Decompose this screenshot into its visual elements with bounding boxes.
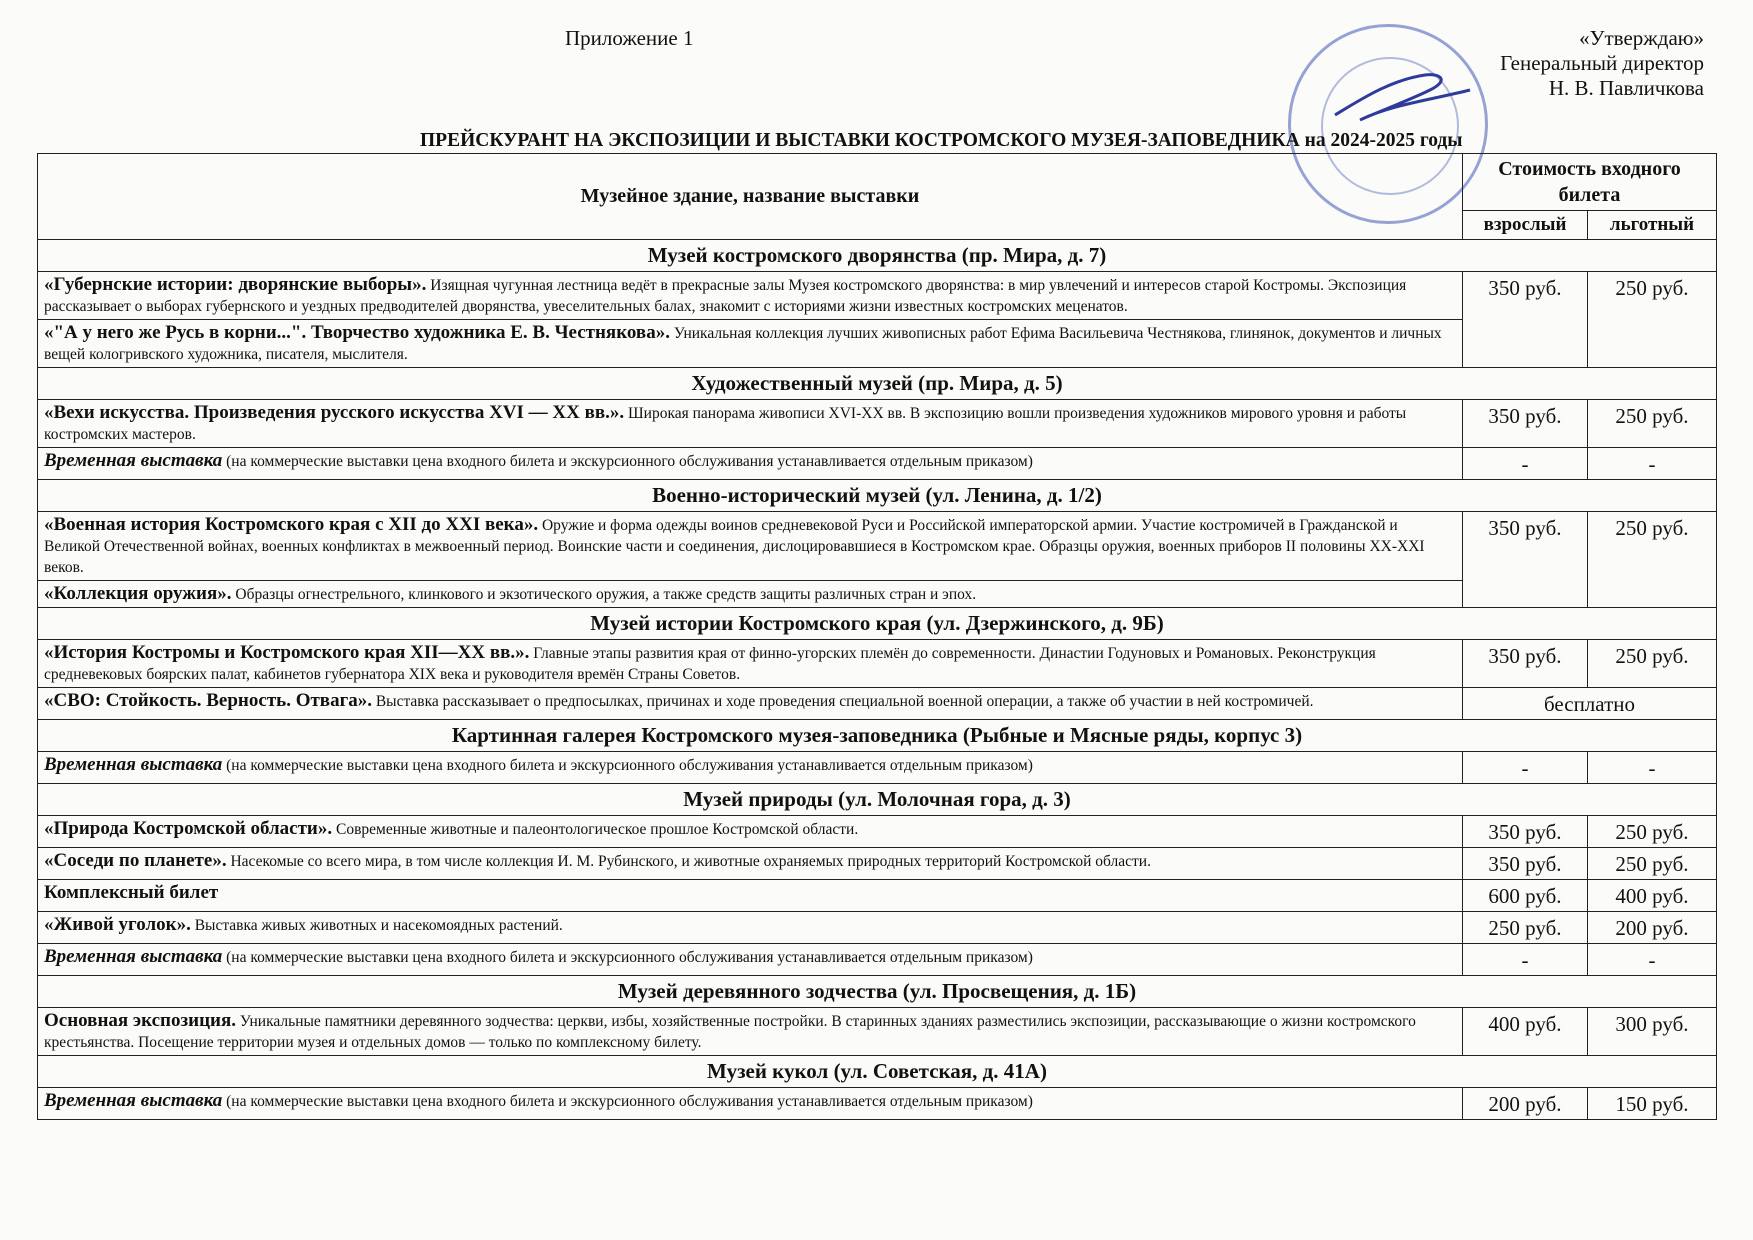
price-adult: 250 руб. — [1463, 912, 1588, 944]
section-title: Музей деревянного зодчества (ул. Просвещения, д. 1Б) — [38, 976, 1717, 1008]
price-reduced: 250 руб. — [1588, 272, 1717, 368]
exhibit-name: «Коллекция оружия». — [44, 583, 232, 604]
exhibit-desc: Выставка живых животных и насекомоядных растений. — [190, 917, 563, 934]
section-title: Художественный музей (пр. Мира, д. 5) — [38, 368, 1717, 400]
price-reduced: 250 руб. — [1588, 400, 1717, 448]
price-reduced: 250 руб. — [1588, 816, 1717, 848]
exhibit-desc: Выставка рассказывает о предпосылках, причинах и ходе проведения специальной военной операции, а также об участии в ней костромичей. — [371, 693, 1314, 710]
exhibit-name: Временная выставка — [44, 754, 223, 775]
exhibit-cell — [38, 880, 1463, 912]
approve-line: «Утверждаю» — [1579, 26, 1704, 50]
exhibit-name: «Губернские истории: дворянские выборы». — [44, 274, 427, 295]
section-title: Музей костромского дворянства (пр. Мира, д. 7) — [38, 240, 1717, 272]
price-adult: 350 руб. — [1463, 640, 1588, 688]
exhibit-desc: Широкая панорама живописи XVI-XX вв. В экспозицию вошли произведения художников мирового уровня и работы костромских мастеров. — [44, 405, 1407, 443]
price-adult: 600 руб. — [1463, 880, 1588, 912]
document-title: ПРЕЙСКУРАНТ НА ЭКСПОЗИЦИИ И ВЫСТАВКИ КОСТРОМСКОГО МУЗЕЯ-ЗАПОВЕДНИКА на 2024-2025 годы — [420, 130, 1463, 151]
table-row — [38, 688, 1717, 720]
exhibit-desc: (на коммерческие выставки цена входного билета и экскурсионного обслуживания устанавливается отдельным приказом) — [222, 949, 1033, 966]
exhibit-desc: (на коммерческие выставки цена входного билета и экскурсионного обслуживания устанавливается отдельным приказом) — [222, 453, 1033, 470]
exhibit-name: Временная выставка — [44, 946, 223, 967]
column-header-reduced: льготный — [1588, 211, 1717, 240]
exhibit-desc: Оружие и форма одежды воинов средневековой Руси и Российской императорской армии. Участие костромичей в Гражданской и Великой Отечественной войнах, военных конфликтах в межвоенный период. Воинские части и соединения, дислоцировавшиеся в Костромском крае. Образцы оружия, военных приборов II половины XX-XXI веков. — [44, 517, 1425, 576]
exhibit-name: «Военная история Костромского края с XII до XXI века». — [44, 514, 539, 535]
price-free: бесплатно — [1463, 688, 1717, 720]
exhibit-desc: Изящная чугунная лестница ведёт в прекрасные залы Музея костромского дворянства: в мир увлечений и интересов старой Костромы. Экспозиция рассказывает о выборах губернского и уездных предводителей дворянства, увеселительных балах, знакомит с историями жизни известных костромских меценатов. — [44, 277, 1407, 315]
exhibit-cell — [38, 320, 1463, 368]
table-row — [38, 272, 1717, 320]
exhibit-cell — [38, 688, 1463, 720]
price-reduced: 300 руб. — [1588, 1008, 1717, 1056]
price-reduced: 200 руб. — [1588, 912, 1717, 944]
exhibit-desc: Насекомые со всего мира, в том числе коллекция И. М. Рубинского, и животные охраняемых природных территорий Костромской области. — [226, 853, 1151, 870]
exhibit-name: Временная выставка — [44, 450, 223, 471]
price-adult: 350 руб. — [1463, 816, 1588, 848]
table-row — [38, 448, 1717, 480]
section-row — [38, 784, 1717, 816]
section-row — [38, 480, 1717, 512]
exhibit-desc: Уникальная коллекция лучших живописных работ Ефима Васильевича Честнякова, глинянок, документов и личных вещей кологривского художника, писателя, мыслителя. — [44, 325, 1442, 363]
section-row — [38, 1056, 1717, 1088]
price-adult: 200 руб. — [1463, 1088, 1588, 1120]
exhibit-desc: Уникальные памятники деревянного зодчества: церкви, избы, хозяйственные постройки. В старинных зданиях разместились экспозиции, рассказывающие о жизни костромского крестьянства. Посещение территории музея и отдельных домов — только по комплексному билету. — [44, 1013, 1416, 1051]
price-reduced: 250 руб. — [1588, 640, 1717, 688]
price-adult: 350 руб. — [1463, 272, 1588, 368]
exhibit-name: «"А у него же Русь в корни...". Творчество художника Е. В. Честнякова». — [44, 322, 670, 343]
table-row — [38, 752, 1717, 784]
price-adult: 350 руб. — [1463, 848, 1588, 880]
exhibit-cell — [38, 640, 1463, 688]
table-row — [38, 1088, 1717, 1120]
exhibit-name: Комплексный билет — [44, 882, 219, 903]
section-title: Музей истории Костромского края (ул. Дзержинского, д. 9Б) — [38, 608, 1717, 640]
exhibit-cell — [38, 752, 1463, 784]
exhibit-name: «Живой уголок». — [44, 914, 191, 935]
annex-label: Приложение 1 — [565, 26, 694, 50]
approval-block — [1500, 26, 1704, 101]
column-header-building: Музейное здание, название выставки — [38, 154, 1463, 240]
price-adult: 400 руб. — [1463, 1008, 1588, 1056]
column-header-cost: Стоимость входного билета — [1463, 154, 1717, 211]
price-reduced: 250 руб. — [1588, 512, 1717, 608]
price-reduced: 400 руб. — [1588, 880, 1717, 912]
exhibit-cell — [38, 1008, 1463, 1056]
exhibit-cell — [38, 512, 1463, 581]
exhibit-name: «Соседи по планете». — [44, 850, 227, 871]
exhibit-name: Основная экспозиция. — [44, 1010, 236, 1031]
table-header-row — [38, 154, 1717, 211]
table-row — [38, 640, 1717, 688]
exhibit-desc: Главные этапы развития края от финно-угорских племён до современности. Династии Годуновых и Романовых. Реконструкция средневековых боярских палат, кабинетов губернатора XIX века и руководителя времён Страны Советов. — [44, 645, 1376, 683]
section-row — [38, 608, 1717, 640]
section-row — [38, 720, 1717, 752]
table-row — [38, 880, 1717, 912]
exhibit-cell — [38, 912, 1463, 944]
table-row — [38, 400, 1717, 448]
approve-position: Генеральный директор — [1500, 51, 1704, 75]
table-row — [38, 816, 1717, 848]
section-title: Военно-исторический музей (ул. Ленина, д. 1/2) — [38, 480, 1717, 512]
section-row — [38, 240, 1717, 272]
exhibit-cell — [38, 581, 1463, 608]
price-reduced: 150 руб. — [1588, 1088, 1717, 1120]
approve-signer: Н. В. Павличкова — [1548, 76, 1704, 100]
price-adult: - — [1463, 448, 1588, 480]
section-title: Музей природы (ул. Молочная гора, д. 3) — [38, 784, 1717, 816]
price-reduced: 250 руб. — [1588, 848, 1717, 880]
exhibit-desc: (на коммерческие выставки цена входного билета и экскурсионного обслуживания устанавливается отдельным приказом) — [222, 1093, 1033, 1110]
table-row — [38, 512, 1717, 581]
table-row — [38, 944, 1717, 976]
exhibit-cell — [38, 448, 1463, 480]
section-row — [38, 368, 1717, 400]
exhibit-cell — [38, 272, 1463, 320]
exhibit-name: «СВО: Стойкость. Верность. Отвага». — [44, 690, 372, 711]
section-title: Картинная галерея Костромского музея-заповедника (Рыбные и Мясные ряды, корпус 3) — [38, 720, 1717, 752]
signature-icon — [1330, 60, 1480, 130]
column-header-adult: взрослый — [1463, 211, 1588, 240]
price-reduced: - — [1588, 944, 1717, 976]
price-adult: - — [1463, 944, 1588, 976]
exhibit-desc: Образцы огнестрельного, клинкового и экзотического оружия, а также средств защиты различных стран и эпох. — [231, 586, 977, 603]
price-adult: 350 руб. — [1463, 400, 1588, 448]
table-row — [38, 912, 1717, 944]
exhibit-name: «Вехи искусства. Произведения русского искусства XVI — XX вв.». — [44, 402, 625, 423]
section-row — [38, 976, 1717, 1008]
section-title: Музей кукол (ул. Советская, д. 41А) — [38, 1056, 1717, 1088]
exhibit-cell — [38, 1088, 1463, 1120]
exhibit-name: «Природа Костромской области». — [44, 818, 333, 839]
price-table — [37, 153, 1717, 1120]
exhibit-cell — [38, 848, 1463, 880]
exhibit-desc: Современные животные и палеонтологическое прошлое Костромской области. — [332, 821, 859, 838]
price-adult: 350 руб. — [1463, 512, 1588, 608]
table-row — [38, 1008, 1717, 1056]
exhibit-cell — [38, 816, 1463, 848]
exhibit-cell — [38, 944, 1463, 976]
exhibit-desc: (на коммерческие выставки цена входного билета и экскурсионного обслуживания устанавливается отдельным приказом) — [222, 757, 1033, 774]
exhibit-cell — [38, 400, 1463, 448]
exhibit-name: «История Костромы и Костромского края XII—XX вв.». — [44, 642, 530, 663]
price-reduced: - — [1588, 752, 1717, 784]
price-reduced: - — [1588, 448, 1717, 480]
exhibit-name: Временная выставка — [44, 1090, 223, 1111]
price-adult: - — [1463, 752, 1588, 784]
table-row — [38, 848, 1717, 880]
